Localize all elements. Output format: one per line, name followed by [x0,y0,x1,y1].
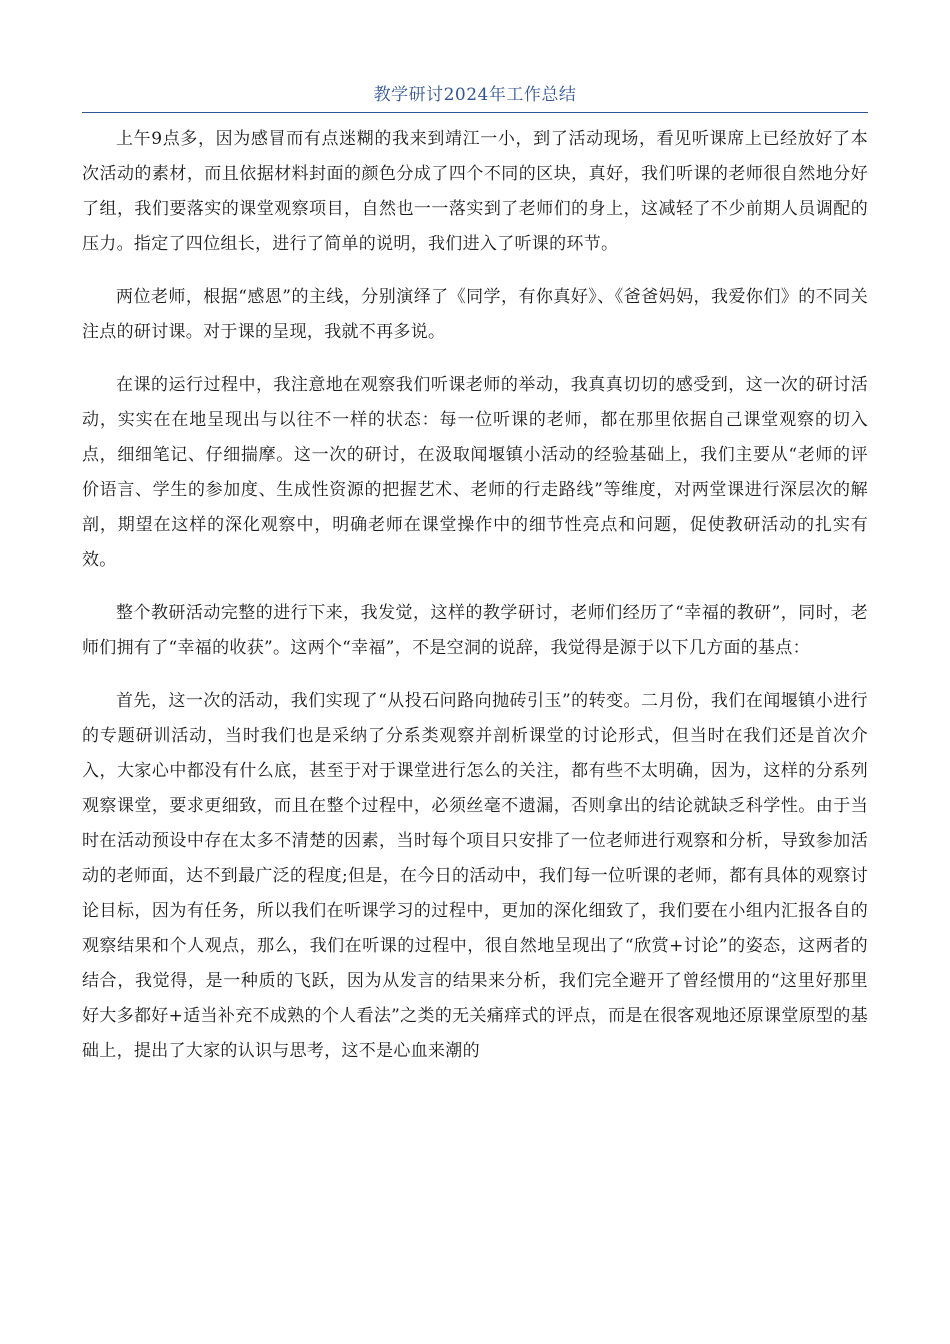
paragraph-3: 在课的运行过程中，我注意地在观察我们听课老师的举动，我真真切切的感受到，这一次的研讨活动，实实在在地呈现出与以往不一样的状态：每一位听课的老师，都在那里依据自己课堂观察的切入点，细细笔记、仔细揣摩。这一次的研讨，在汲取闻堰镇小活动的经验基础上，我们主要从“老师的评价语言、学生的参加度、生成性资源的把握艺术、老师的行走路线”等维度，对两堂课进行深层次的解剖，期望在这样的深化观察中，明确老师在课堂操作中的细节性亮点和问题，促使教研活动的扎实有效。 [82,375,868,570]
paragraph-5: 首先，这一次的活动，我们实现了“从投石问路向抛砖引玉”的转变。二月份，我们在闻堰镇小进行的专题研训活动，当时我们也是采纳了分系类观察并剖析课堂的讨论形式，但当时在我们还是首次介入，大家心中都没有什么底，甚至于对于课堂进行怎么的关注，都有些不太明确，因为，这样的分系列观察课堂，要求更细致，而且在整个过程中，必须丝毫不遗漏，否则拿出的结论就缺乏科学性。由于当时在活动预设中存在太多不清楚的因素，当时每个项目只安排了一位老师进行观察和分析，导致参加活动的老师面，达不到最广泛的程度;但是，在今日的活动中，我们每一位听课的老师，都有具体的观察讨论目标，因为有任务，所以我们在听课学习的过程中，更加的深化细致了，我们要在小组内汇报各自的观察结果和个人观点，那么，我们在听课的过程中，很自然地呈现出了“欣赏+讨论”的姿态，这两者的结合，我觉得，是一种质的飞跃，因为从发言的结果来分析，我们完全避开了曾经惯用的“这里好那里好大多都好+适当补充不成熟的个人看法”之类的无关痛痒式的评点，而是在很客观地还原课堂原型的基础上，提出了大家的认识与思考，这不是心血来潮的 [82,691,868,1061]
paragraph-2: 两位老师，根据“感恩”的主线，分别演绎了《同学，有你真好》、《爸爸妈妈，我爱你们》的不同关注点的研讨课。对于课的呈现，我就不再多说。 [82,287,868,342]
paragraph-4: 整个教研活动完整的进行下来，我发觉，这样的教学研讨，老师们经历了“幸福的教研”，同时，老师们拥有了“幸福的收获”。这两个“幸福”，不是空洞的说辞，我觉得是源于以下几方面的基点： [82,603,868,658]
paragraph-1: 上午9点多，因为感冒而有点迷糊的我来到靖江一小，到了活动现场，看见听课席上已经放好了本次活动的素材，而且依据材料封面的颜色分成了四个不同的区块，真好，我们听课的老师很自然地分好了组，我们要落实的课堂观察项目，自然也一一落实到了老师们的身上，这减轻了不少前期人员调配的压力。指定了四位组长，进行了简单的说明，我们进入了听课的环节。 [82,129,868,254]
page-header [82,84,868,113]
header-title: 教学研讨2024年工作总结 [373,85,577,105]
document-body [82,122,868,1087]
